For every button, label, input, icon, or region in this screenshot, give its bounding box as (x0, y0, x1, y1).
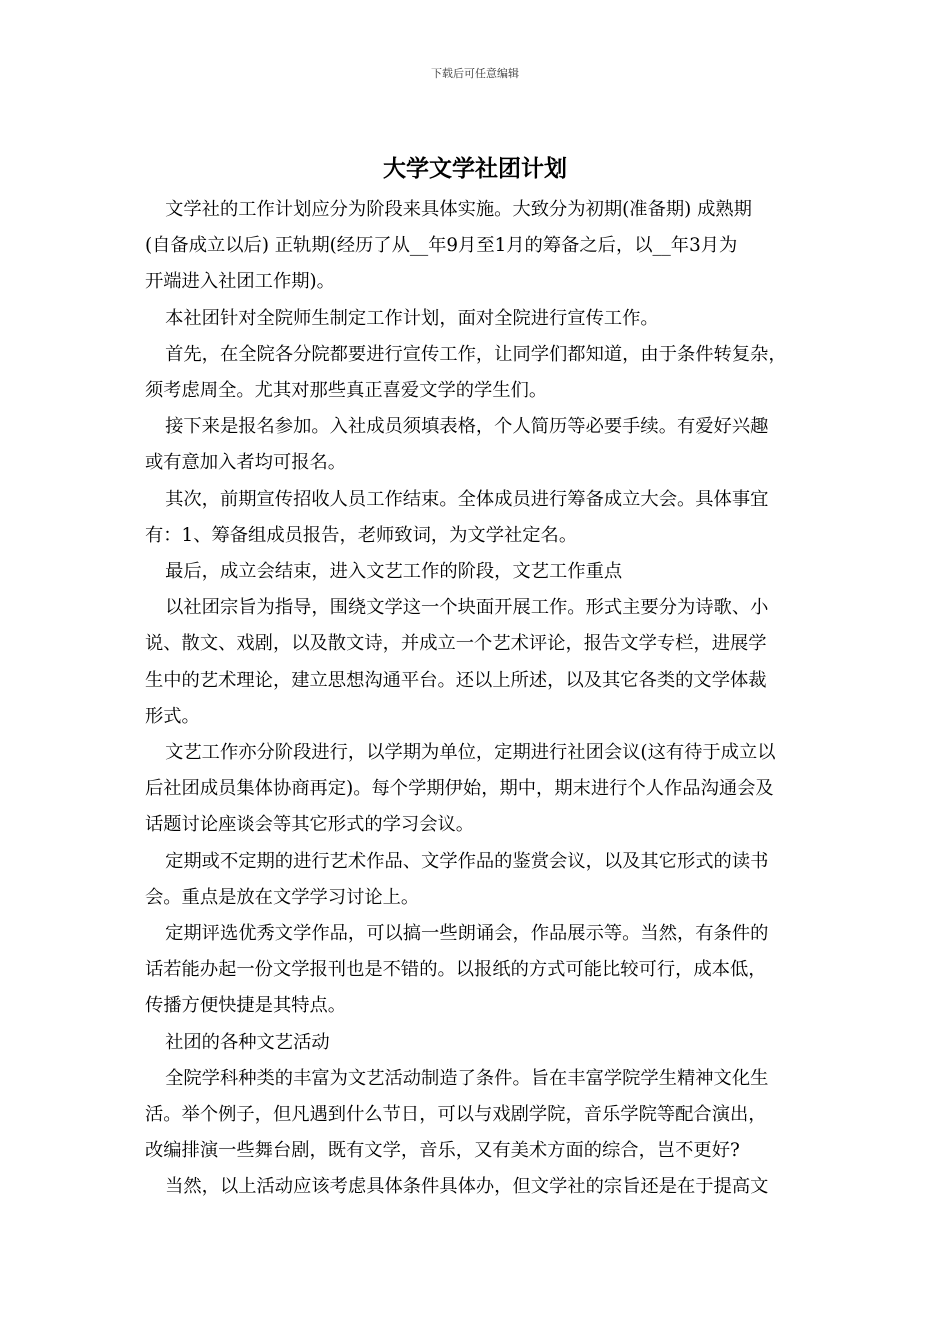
paragraph-line: 或有意加入者均可报名。 (145, 452, 347, 474)
paragraph-line: 话题讨论座谈会等其它形式的学习会议。 (145, 814, 475, 836)
paragraph-line-first: 定期评选优秀文学作品，可以搞一些朗诵会，作品展示等。当然，有条件的 (165, 923, 769, 945)
paragraph-line: 会。重点是放在文学学习讨论上。 (145, 886, 420, 908)
paragraph-line: 后社团成员集体协商再定)。每个学期伊始，期中，期末进行个人作品沟通会及 (145, 778, 774, 800)
paragraph-line: 形式。 (145, 705, 200, 727)
paragraph-line-first: 最后，成立会结束，进入文艺工作的阶段，文艺工作重点 (165, 561, 623, 583)
paragraph-line-first: 首先，在全院各分院都要进行宣传工作，让同学们都知道，由于条件转复杂， (165, 343, 787, 365)
paragraph-line-first: 当然，以上活动应该考虑具体条件具体办，但文学社的宗旨还是在于提高文 (165, 1176, 769, 1198)
paragraph-line: 开端进入社团工作期)。 (145, 271, 335, 293)
paragraph-line: 生中的艺术理论，建立思想沟通平台。还以上所述，以及其它各类的文学体裁 (145, 669, 767, 691)
paragraph-line: 说、散文、戏剧，以及散文诗，并成立一个艺术评论，报告文学专栏，进展学 (145, 633, 767, 655)
section-heading: 社团的各种文艺活动 (165, 1031, 330, 1053)
paragraph-line: 有：1、筹备组成员报告，老师致词，为文学社定名。 (145, 524, 578, 546)
document-body (145, 192, 807, 1206)
paragraph-line-first: 以社团宗旨为指导，围绕文学这一个块面开展工作。形式主要分为诗歌、小 (165, 597, 769, 619)
paragraph-line-first: 接下来是报名参加。入社成员须填表格，个人简历等必要手续。有爱好兴趣 (165, 416, 769, 438)
paragraph-line: 传播方便快捷是其特点。 (145, 995, 347, 1017)
paragraph-line-first: 全院学科种类的丰富为文艺活动制造了条件。旨在丰富学院学生精神文化生 (165, 1067, 769, 1089)
document-title: 大学文学社团计划 (383, 155, 567, 182)
header-note: 下载后可任意编辑 (431, 67, 519, 80)
paragraph-line-first: 其次，前期宣传招收人员工作结束。全体成员进行筹备成立大会。具体事宜 (165, 488, 769, 510)
paragraph-line: (自备成立以后) 正轨期(经历了从__年9月至1月的筹备之后，以__年3月为 (145, 235, 738, 257)
paragraph-line-first: 文学社的工作计划应分为阶段来具体实施。大致分为初期(准备期) 成熟期 (165, 199, 752, 220)
paragraph-line-first: 文艺工作亦分阶段进行，以学期为单位，定期进行社团会议(这有待于成立以 (165, 742, 776, 764)
paragraph-line-first: 本社团针对全院师生制定工作计划，面对全院进行宣传工作。 (165, 307, 659, 329)
paragraph-line-first: 定期或不定期的进行艺术作品、文学作品的鉴赏会议，以及其它形式的读书 (165, 850, 769, 872)
paragraph-line: 话若能办起一份文学报刊也是不错的。以报纸的方式可能比较可行，成本低， (145, 959, 767, 981)
paragraph-line: 活。举个例子，但凡遇到什么节日，可以与戏剧学院，音乐学院等配合演出， (145, 1104, 767, 1126)
paragraph-line: 改编排演一些舞台剧，既有文学，音乐，又有美术方面的综合，岂不更好? (145, 1140, 740, 1162)
paragraph-line: 须考虑周全。尤其对那些真正喜爱文学的学生们。 (145, 380, 548, 402)
